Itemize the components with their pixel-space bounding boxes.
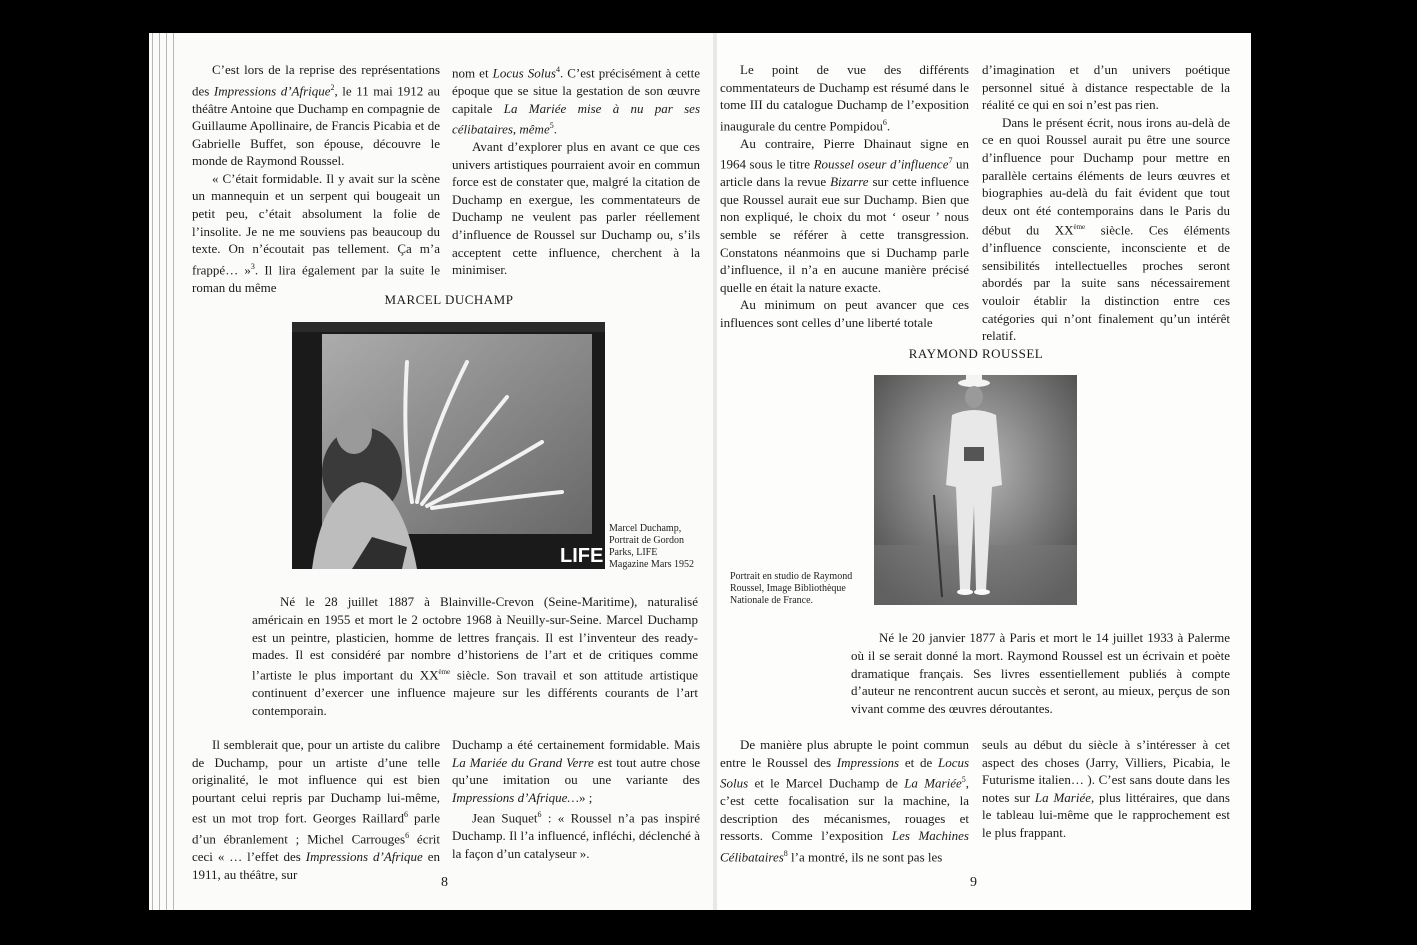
right-col-3 bbox=[720, 736, 969, 866]
left-col-4 bbox=[452, 736, 700, 862]
page-edge-lines bbox=[149, 33, 177, 910]
paragraph: Jean Suquet$^6$ : « Roussel n’a pas inspiré Duchamp. Il l’a influencé, infléchi, déclenché à la façon d’un catalyseur ». bbox=[452, 810, 700, 861]
paragraph: C’est lors de la reprise des représentations des Impressions d’Afrique$^2$, le 11 mai 1912 au théâtre Antoine que Duchamp en compagnie de Guillaume Apollinaire, de Francis Picabia et de Gabrielle Buffet, son épouse, découvre le monde de Raymond Roussel. bbox=[192, 62, 440, 169]
paragraph: Au minimum on peut avancer que ces influences sont celles d’une liberté totale bbox=[720, 297, 969, 330]
page-number-right: 9 bbox=[970, 875, 977, 890]
caption-line: Parks, LIFE bbox=[609, 547, 658, 558]
duchamp-bio: Né le 28 juillet 1887 à Blainville-Crevon (Seine-Maritime), naturalisé américain en 1955 et mort le 2 octobre 1968 à Neuilly-sur-Seine. Marcel Duchamp est un peintre, plasticien, homme de lettres français. Il est l’inventeur des ready-mades. Il est considéré par nombre d’historiens de l’art et de critiques comme l’artiste le plus important du XXème siècle. Son travail et son attitude artistique continuent d’exercer une influence majeure sur les différents courants de l’art contemporain. bbox=[252, 594, 698, 719]
paragraph: Avant d’explorer plus en avant ce que ces univers artistiques pourraient avoir en commun force est de constater que, malgré la citation de Duchamp en exergue, les commentateurs de Duchamp ne veulent pas parler réellement d’influence de Roussel sur Duchamp ou, s’ils acceptent cette influence, cherchent à la minimiser. bbox=[452, 139, 700, 278]
right-col-4 bbox=[982, 736, 1230, 842]
life-watermark: LIFE bbox=[560, 545, 604, 567]
paragraph: nom et Locus Solus$^4$. C’est précisément à cette époque que se situe la gestation de son œuvre capitale La Mariée mise à nu par ses célibataires, même$^5$. bbox=[452, 65, 701, 137]
paragraph: Le point de vue des différents commentateurs de Duchamp est résumé dans le tome III du catalogue Duchamp de l’exposition inaugurale du centre Pompidou$^6$. bbox=[720, 62, 969, 134]
caption-line: Roussel, Image Bibliothèque bbox=[730, 583, 846, 594]
paragraph: Dans le présent écrit, nous irons au-delà de ce en quoi Roussel aurait pu être une source d’influence pour Duchamp pour mettre en parallèle certains éléments de leurs œuvres et biographies au-delà du fait évident que tout deux ont été contemporains dans le Paris du début du XXème siècle. Ces éléments d’influence consciente, inconsciente et de sensibilités intellectuelles proches seront abordés par la suite sans nécessairement vouloir établir la distinction entre ces catégories qui n’ont finalement qu’un intérêt relatif. bbox=[982, 114, 1230, 344]
left-col-2 bbox=[452, 61, 700, 279]
caption-line: Nationale de France. bbox=[730, 595, 814, 606]
roussel-caption bbox=[730, 571, 870, 607]
paragraph: Duchamp a été certainement formidable. Mais La Mariée du Grand Verre est tout autre chose qu’une imitation ou une variante des Impressions d’Afrique…» ; bbox=[452, 737, 700, 805]
page-number-left: 8 bbox=[441, 875, 448, 890]
right-col-2 bbox=[982, 61, 1230, 345]
caption-line: Magazine Mars 1952 bbox=[609, 559, 694, 570]
duchamp-caption bbox=[609, 523, 709, 571]
duchamp-photo bbox=[292, 322, 605, 569]
section-heading: RAYMOND ROUSSEL bbox=[908, 346, 1044, 361]
roussel-bio: Né le 20 janvier 1877 à Paris et mort le 14 juillet 1933 à Palerme où il se serait donné la mort. Raymond Roussel est un écrivain et poète dramatique français. Ses livres essentiellement publiés à compte d’auteur ne rencontrent aucun succès et seront, au mieux, perçus de son vivant comme des œuvres déroutantes. bbox=[851, 630, 1230, 717]
section-heading: MARCEL DUCHAMP bbox=[384, 292, 514, 307]
right-col-1 bbox=[720, 61, 969, 332]
left-col-1 bbox=[192, 61, 440, 296]
book-gutter bbox=[713, 33, 717, 910]
roussel-photo bbox=[874, 375, 1077, 605]
caption-line: Portrait de Gordon bbox=[609, 535, 684, 546]
paragraph: seuls au début du siècle à s’intéresser à cet aspect des choses (Jarry, Villiers, Picabia, le Futurisme italien… ). C’est sans doute dans les notes sur La Mariée, plus littéraires, que dans le tableau lui-même que le rapprochement est le plus frappant. bbox=[982, 737, 1230, 840]
left-col-3 bbox=[192, 736, 440, 883]
paragraph: Au contraire, Pierre Dhainaut signe en 1964 sous le titre Roussel oseur d’influence$^7$ un article dans la revue Bizarre sur cette influence que Roussel aurait eue sur Duchamp. Bien que non expliqué, le choix du mot ‘ oseur ’ nous semble se référer à cette transgression. Constatons néanmoins que si Duchamp parle d’influence, il n’a en aucune manière précisé quelle en était la nature exacte. bbox=[720, 135, 970, 295]
paragraph: Il semblerait que, pour un artiste du calibre de Duchamp, pour un artiste d’une telle originalité, le mot influence qui est bien pourtant celui repris par Duchamp lui-même, est un mot trop fort. Georges Raillard$^6$ parle d’un ébranlement ; Michel Carrouges$^6$ écrit ceci « … l’effet des Impressions d’Afrique en 1911, au théâtre, sur bbox=[192, 737, 441, 882]
paragraph: « C’était formidable. Il y avait sur la scène un mannequin et un serpent qui bougeait un petit peu, c’était absolument la folie de l’insolite. Je ne me souviens pas beaucoup du texte. On n’écoutait pas tellement. Ça m’a frappé… »$^3$. Il lira également par la suite le roman du même bbox=[192, 170, 440, 295]
paragraph: De manière plus abrupte le point commun entre le Roussel des Impressions et de Locus Solus et le Marcel Duchamp de La Mariée$^5$, c’est cette focalisation sur la machine, la description des mécanismes, rouages et ressorts. Comme l’exposition Les Machines Célibataires$^8$ l’a montré, ils ne sont pas les bbox=[720, 737, 970, 865]
caption-line: Marcel Duchamp, bbox=[609, 523, 682, 534]
caption-line: Portrait en studio de Raymond bbox=[730, 571, 853, 582]
paragraph: d’imagination et d’un univers poétique personnel situé à distance respectable de la réalité ce qui en soi n’est pas rien. bbox=[982, 62, 1230, 113]
